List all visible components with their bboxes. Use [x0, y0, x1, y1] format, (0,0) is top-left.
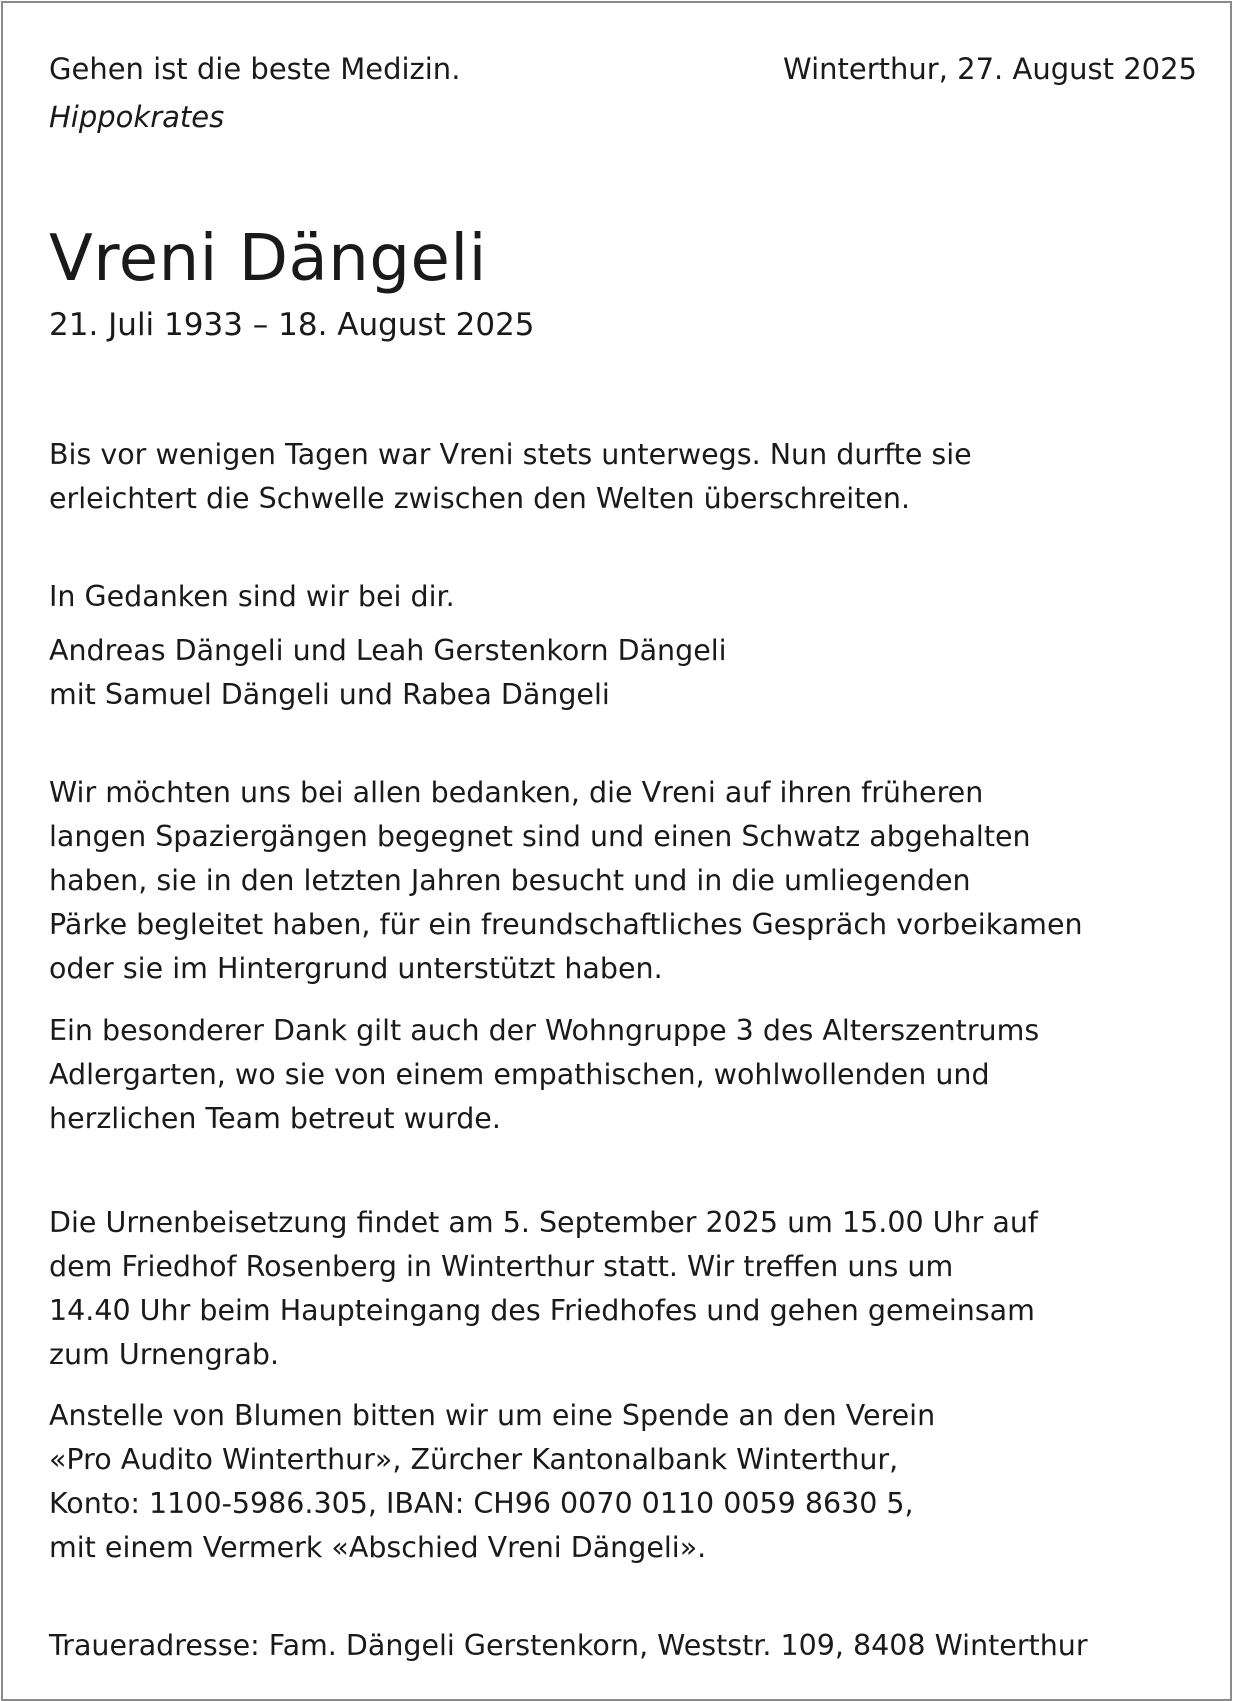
family-names: Andreas Dängeli und Leah Gerstenkorn Dängeli mit Samuel Dängeli und Rabea Dängeli — [49, 634, 727, 711]
donation-paragraph: Anstelle von Blumen bitten wir um eine Spende an den Verein «Pro Audito Winterthur», Zürcher Kantonalbank Winterthur, Konto: 1100-5986.305, IBAN: CH96 0070 0110 0059 8630 5, mit einem Vermerk «Abschied Vreni Dängeli». — [49, 1399, 936, 1564]
place-date: Winterthur, 27. August 2025 — [783, 52, 1197, 86]
thanks-paragraph: Wir möchten uns bei allen bedanken, die Vreni auf ihren früheren langen Spaziergängen begegnet sind und einen Schwatz abgehalten haben, sie in den letzten Jahren besucht und in die umliegenden Pärke begleitet haben, für ein freundschaftliches Gespräch vorbeikamen oder sie im Hintergrund unterstützt haben. — [49, 776, 1083, 985]
life-dates: 21. Juli 1933 – 18. August 2025 — [49, 307, 535, 343]
burial-paragraph: Die Urnenbeisetzung findet am 5. September 2025 um 15.00 Uhr auf dem Friedhof Rosenberg in Winterthur statt. Wir treffen uns um 14.40 Uhr beim Haupteingang des Friedhofes und gehen gemeinsam zum Urnengrab. — [49, 1206, 1038, 1371]
mourning-address: Traueradresse: Fam. Dängeli Gerstenkorn, Weststr. 109, 8408 Winterthur — [49, 1629, 1088, 1662]
quote-block — [49, 45, 460, 141]
special-thanks-paragraph: Ein besonderer Dank gilt auch der Wohngruppe 3 des Alterszentrums Adlergarten, wo sie von einem empathischen, wohlwollenden und herzlichen Team betreut wurde. — [49, 1014, 1040, 1135]
quote-author: Hippokrates — [49, 100, 225, 134]
intro-paragraph: Bis vor wenigen Tagen war Vreni stets unterwegs. Nun durfte sie erleichtert die Schwelle zwischen den Welten überschreiten. — [49, 438, 972, 515]
deceased-name: Vreni Dängeli — [49, 222, 487, 296]
notice-header — [49, 45, 1197, 141]
obituary-notice — [1, 1, 1232, 1701]
thoughts-line: In Gedanken sind wir bei dir. — [49, 580, 455, 613]
quote-text: Gehen ist die beste Medizin. — [49, 52, 461, 86]
